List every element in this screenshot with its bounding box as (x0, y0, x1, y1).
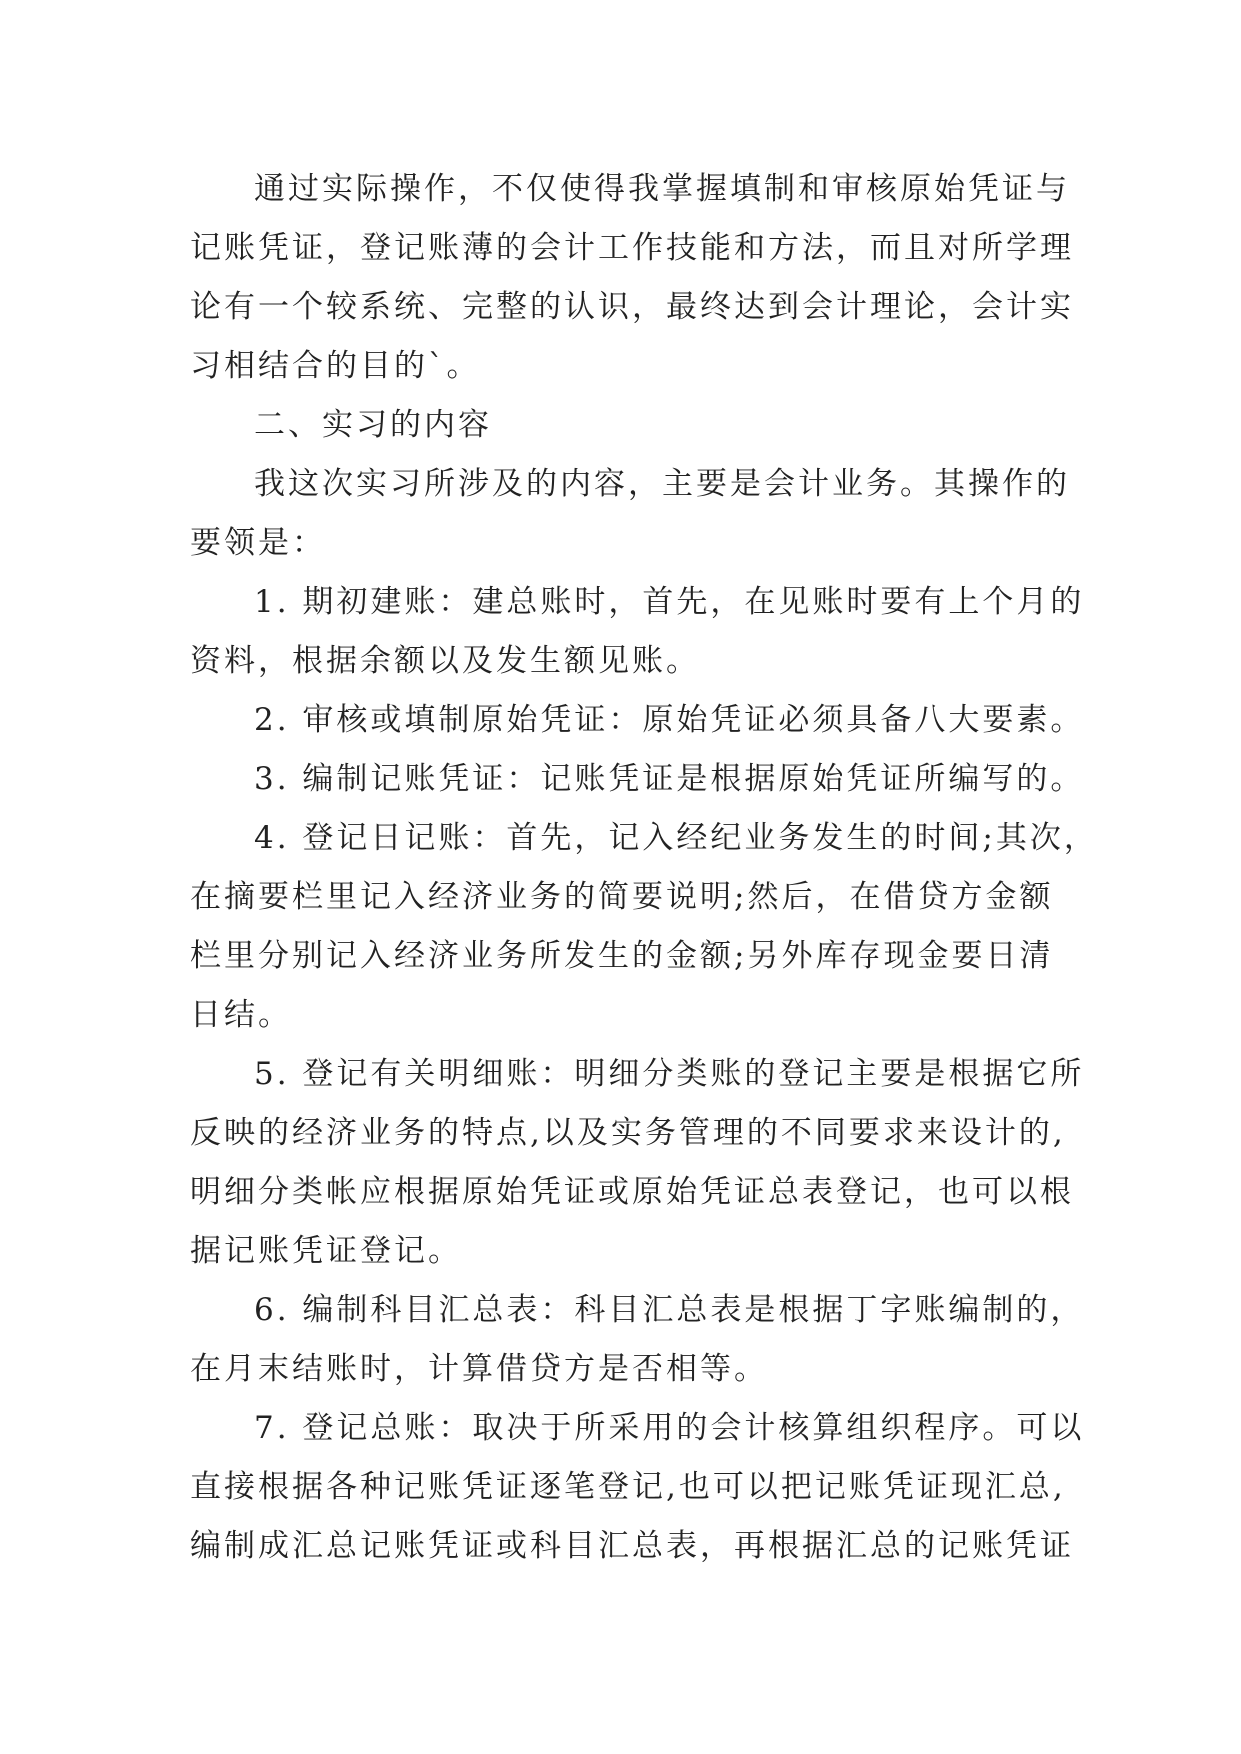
text-line: 要领是： (190, 525, 326, 561)
paragraph (190, 160, 1074, 396)
paragraph (190, 691, 1085, 750)
text-line: 在月末结账时，计算借贷方是否相等。 (190, 1351, 768, 1387)
paragraph (190, 809, 1098, 1045)
body-text (190, 160, 1098, 1576)
text-line: 5. 登记有关明细账：明细分类账的登记主要是根据它所 (254, 1056, 1085, 1092)
text-line: 编制成汇总记账凭证或科目汇总表，再根据汇总的记账凭证 (190, 1528, 1074, 1564)
paragraph (190, 750, 1085, 809)
text-line: 我这次实习所涉及的内容，主要是会计业务。其操作的 (254, 466, 1070, 502)
paragraph (190, 396, 1052, 455)
text-line: 在摘要栏里记入经济业务的简要说明;然后，在借贷方金额 (190, 879, 1054, 915)
text-line: 反映的经济业务的特点,以及实务管理的不同要求来设计的, (190, 1115, 1066, 1151)
text-line: 论有一个较系统、完整的认识，最终达到会计理论，会计实 (190, 289, 1074, 325)
text-line: 资料，根据余额以及发生额见账。 (190, 643, 700, 679)
paragraph (190, 1045, 1085, 1281)
text-line: 记账凭证，登记账薄的会计工作技能和方法，而且对所学理 (190, 230, 1074, 266)
paragraph (190, 573, 1085, 691)
text-line: 4. 登记日记账：首先，记入经纪业务发生的时间;其次， (254, 820, 1098, 856)
text-line: 7. 登记总账：取决于所采用的会计核算组织程序。可以 (254, 1410, 1085, 1446)
text-line: 二、实习的内容 (254, 407, 492, 443)
paragraph (190, 1399, 1085, 1576)
document-page (190, 160, 1098, 1576)
text-line: 6. 编制科目汇总表：科目汇总表是根据丁字账编制的， (254, 1292, 1085, 1328)
text-line: 明细分类帐应根据原始凭证或原始凭证总表登记，也可以根 (190, 1174, 1074, 1210)
text-line: 栏里分别记入经济业务所发生的金额;另外库存现金要日清 (190, 938, 1054, 974)
text-line: 3. 编制记账凭证：记账凭证是根据原始凭证所编写的。 (254, 761, 1085, 797)
text-line: 习相结合的目的`。 (190, 348, 481, 384)
paragraph (190, 455, 1070, 573)
text-line: 日结。 (190, 997, 292, 1033)
text-line: 直接根据各种记账凭证逐笔登记,也可以把记账凭证现汇总, (190, 1469, 1066, 1505)
text-line: 通过实际操作，不仅使得我掌握填制和审核原始凭证与 (254, 171, 1070, 207)
text-line: 1. 期初建账：建总账时，首先，在见账时要有上个月的 (254, 584, 1085, 620)
text-line: 据记账凭证登记。 (190, 1233, 462, 1269)
text-line: 2. 审核或填制原始凭证：原始凭证必须具备八大要素。 (254, 702, 1085, 738)
paragraph (190, 1281, 1085, 1399)
